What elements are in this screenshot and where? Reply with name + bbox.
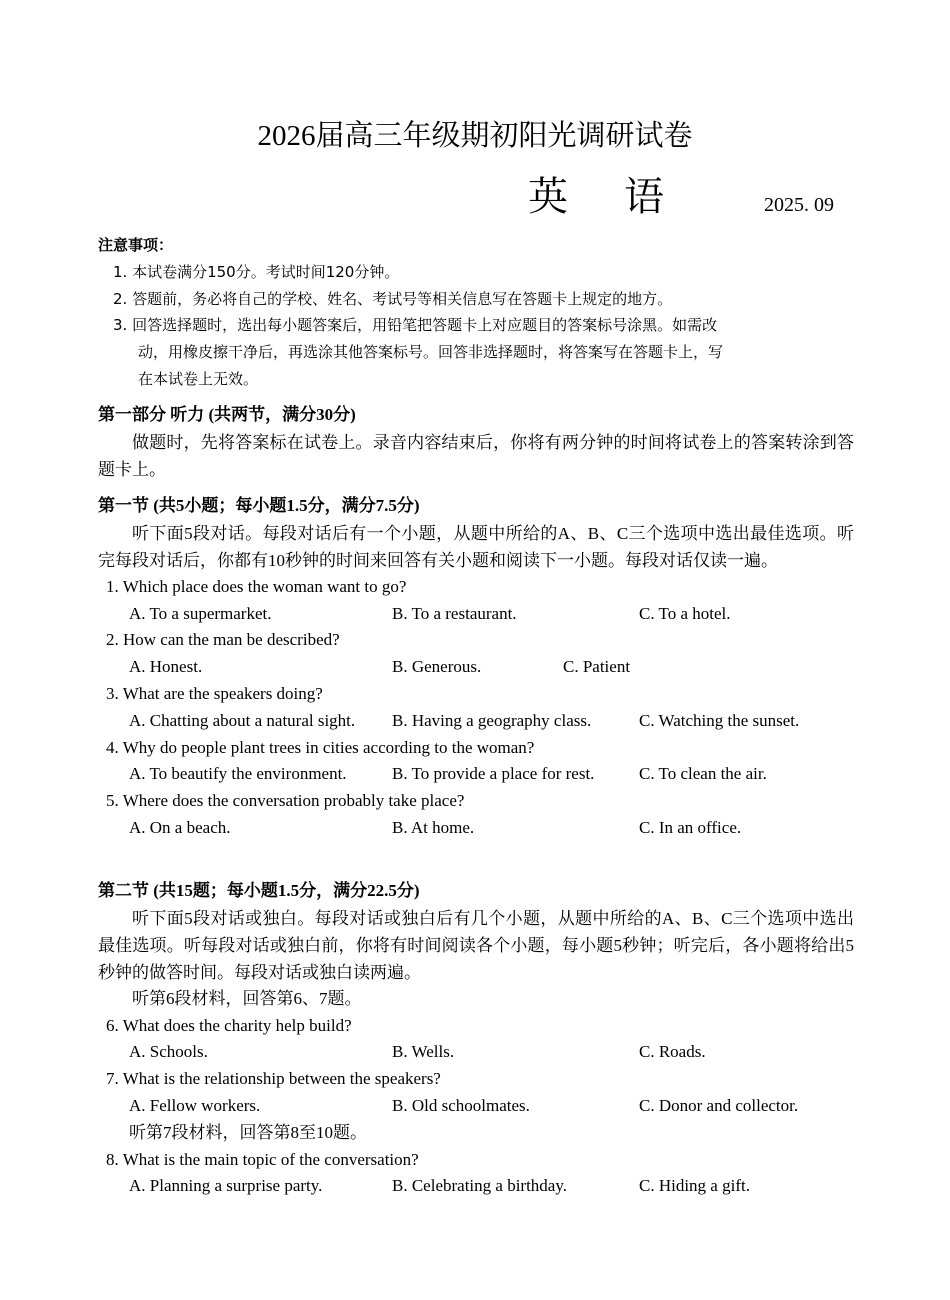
note-item-2: 2. 答题前，务必将自己的学校、姓名、考试号等相关信息写在答题卡上规定的地方。 [113,289,673,308]
question-3-options [98,708,854,735]
question-2-options [98,654,854,681]
section1 [98,493,854,842]
option-b: B. Old schoolmates. [392,1095,530,1115]
part1-section [98,402,854,483]
option-a: A. Fellow workers. [129,1095,261,1115]
question-1: 1. Which place does the woman want to go? [106,576,407,596]
question-5-options [98,815,854,842]
option-a: A. To a supermarket. [129,603,272,623]
question-7: 7. What is the relationship between the speakers? [106,1069,441,1089]
material-6-instruction: 听第6段材料，回答第6、7题。 [132,988,362,1008]
option-c: C. To clean the air. [639,764,767,784]
option-a: A. To beautify the environment. [129,764,347,784]
section2-heading: 第二节 (共15题；每小题1.5分，满分22.5分) [98,881,420,900]
question-4: 4. Why do people plant trees in cities according to the woman? [106,737,535,757]
question-4-options [98,761,854,788]
question-8-options [98,1173,854,1200]
note-item-3-cont: 动，用橡皮擦干净后，再选涂其他答案标号。回答非选择题时，将答案写在答题卡上，写 [138,343,724,362]
option-c: C. Donor and collector. [639,1095,799,1115]
question-8: 8. What is the main topic of the conversation? [106,1149,419,1169]
material-7-instruction: 听第7段材料，回答第8至10题。 [129,1122,367,1142]
part1-heading: 第一部分 听力 (共两节，满分30分) [98,405,356,424]
option-b: B. To a restaurant. [392,603,517,623]
option-b: B. Having a geography class. [392,710,592,730]
question-7-options [98,1093,854,1120]
note-item-1: 1. 本试卷满分150分。考试时间120分钟。 [113,262,400,281]
option-c: C. In an office. [639,817,742,837]
option-c: C. To a hotel. [639,603,731,623]
note-item-3-cont2: 在本试卷上无效。 [138,369,259,388]
question-6-options [98,1039,854,1066]
question-5: 5. Where does the conversation probably take place? [106,791,465,811]
notes-heading: 注意事项： [98,236,174,254]
option-a: A. Chatting about a natural sight. [129,710,356,730]
section2 [98,878,854,1200]
question-1-options [98,601,854,628]
option-c: C. Hiding a gift. [639,1176,750,1196]
option-a: A. Honest. [129,657,203,677]
option-a: A. On a beach. [129,817,231,837]
exam-title: 2026届高三年级期初阳光调研试卷 [257,120,693,152]
option-b: B. Generous. [392,657,482,677]
option-b: B. At home. [392,817,475,837]
part1-intro: 做题时，先将答案标在试卷上。录音内容结束后，你将有两分钟的时间将试卷上的答案转涂到答题卡上。 [98,432,854,479]
subject-title: 英语 [528,174,720,220]
option-c: C. Watching the sunset. [639,710,800,730]
notes-section [98,232,854,393]
section1-intro: 听下面5段对话。每段对话后有一个小题，从题中所给的A、B、C三个选项中选出最佳选项。听完每段对话后，你都有10秒钟的时间来回答有关小题和阅读下一小题。每段对话仅读一遍。 [98,523,854,570]
option-a: A. Planning a surprise party. [129,1176,323,1196]
option-b: B. To provide a place for rest. [392,764,595,784]
question-3: 3. What are the speakers doing? [106,683,323,703]
option-c: C. Roads. [639,1042,706,1062]
section1-heading: 第一节 (共5小题；每小题1.5分，满分7.5分) [98,496,420,515]
exam-date: 2025. 09 [764,194,834,216]
question-6: 6. What does the charity help build? [106,1015,352,1035]
option-c: C. Patient [563,657,631,677]
section2-intro: 听下面5段对话或独白。每段对话或独白后有几个小题，从题中所给的A、B、C三个选项中选出最佳选项。听每段对话或独白前，你将有时间阅读各个小题，每小题5秒钟；听完后，各小题将给出5秒钟的做答时间。每段对话或独白读两遍。 [98,908,854,982]
option-b: B. Wells. [392,1042,455,1062]
option-a: A. Schools. [129,1042,208,1062]
question-2: 2. How can the man be described? [106,630,340,650]
note-item-3: 3. 回答选择题时，选出每小题答案后，用铅笔把答题卡上对应题目的答案标号涂黑。如需改 [113,316,718,335]
option-b: B. Celebrating a birthday. [392,1176,567,1196]
